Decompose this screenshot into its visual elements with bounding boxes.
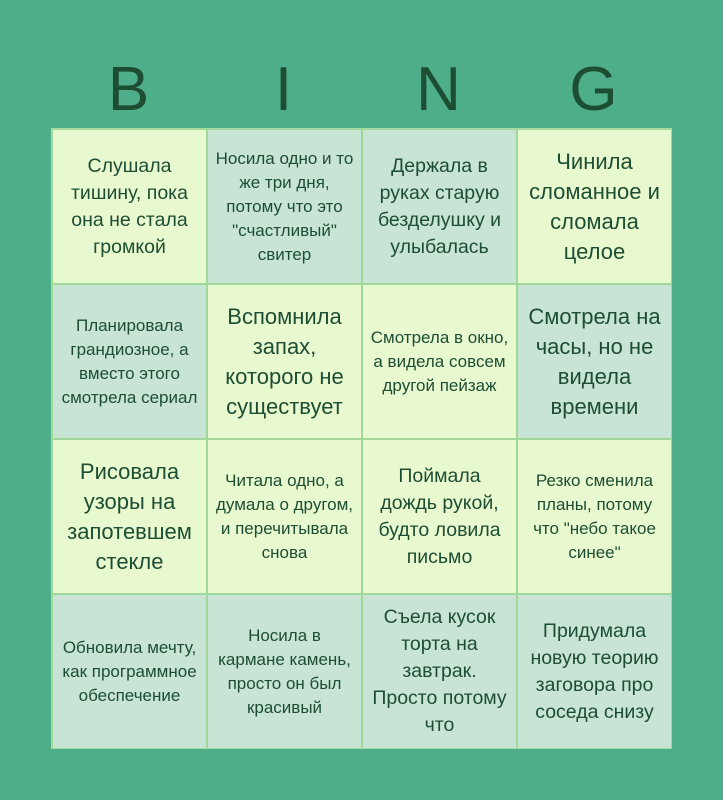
bingo-cell[interactable] [517,129,672,284]
bingo-cell-text: Обновила мечту, как программное обеспечение [62,637,197,705]
bingo-cell[interactable] [52,284,207,439]
bingo-header [51,52,671,128]
bingo-cell-text: Рисовала узоры на запотевшем стекле [67,458,192,574]
bingo-cell-text: Слушала тишину, пока она не стала громкой [71,154,188,258]
bingo-cell[interactable] [207,439,362,594]
bingo-cell[interactable] [52,129,207,284]
header-letter-n: N [416,55,461,124]
bingo-cell[interactable] [362,284,517,439]
bingo-cell[interactable] [52,594,207,749]
bingo-cell[interactable] [52,439,207,594]
bingo-card-grid [51,128,672,749]
bingo-cell-text: Резко сменила планы, потому что "небо такое синее" [533,470,656,562]
bingo-cell-text: Поймала дождь рукой, будто ловила письмо [378,464,501,568]
header-letter-i: I [274,55,293,124]
bingo-cell[interactable] [207,284,362,439]
bingo-cell-text: Съела кусок торта на завтрак. Просто потому что [372,606,507,736]
header-letter-b: B [107,55,150,124]
bingo-cell-text: Носила в кармане камень, просто он был красивый [218,625,351,717]
bingo-cell-text: Смотрела на часы, но не видела времени [528,303,661,419]
bingo-cell-text: Планировала грандиозное, а вместо этого смотрела сериал [61,315,198,407]
bingo-cell-text: Носила одно и то же три дня, потому что это "счастливый" свитер [215,148,354,264]
bingo-cell[interactable] [207,594,362,749]
bingo-cell-text: Придумала новую теорию заговора про соседа снизу [530,619,659,723]
bingo-cell[interactable] [517,439,672,594]
bingo-cell[interactable] [207,129,362,284]
bingo-cell[interactable] [362,439,517,594]
header-letter-g: G [569,55,618,124]
bingo-cell-text: Вспомнила запах, которого не существует [225,303,344,419]
bingo-cell[interactable] [517,594,672,749]
bingo-cell-text: Смотрела в окно, а видела совсем другой пейзаж [370,327,509,395]
bingo-cell-text: Читала одно, а думала о другом, и перечитывала снова [215,470,354,562]
bingo-cell-text: Держала в руках старую безделушку и улыбалась [377,154,502,258]
bingo-cell[interactable] [362,594,517,749]
bingo-cell-text: Чинила сломанное и сломала целое [529,148,660,264]
bingo-cell[interactable] [362,129,517,284]
bingo-cell[interactable] [517,284,672,439]
